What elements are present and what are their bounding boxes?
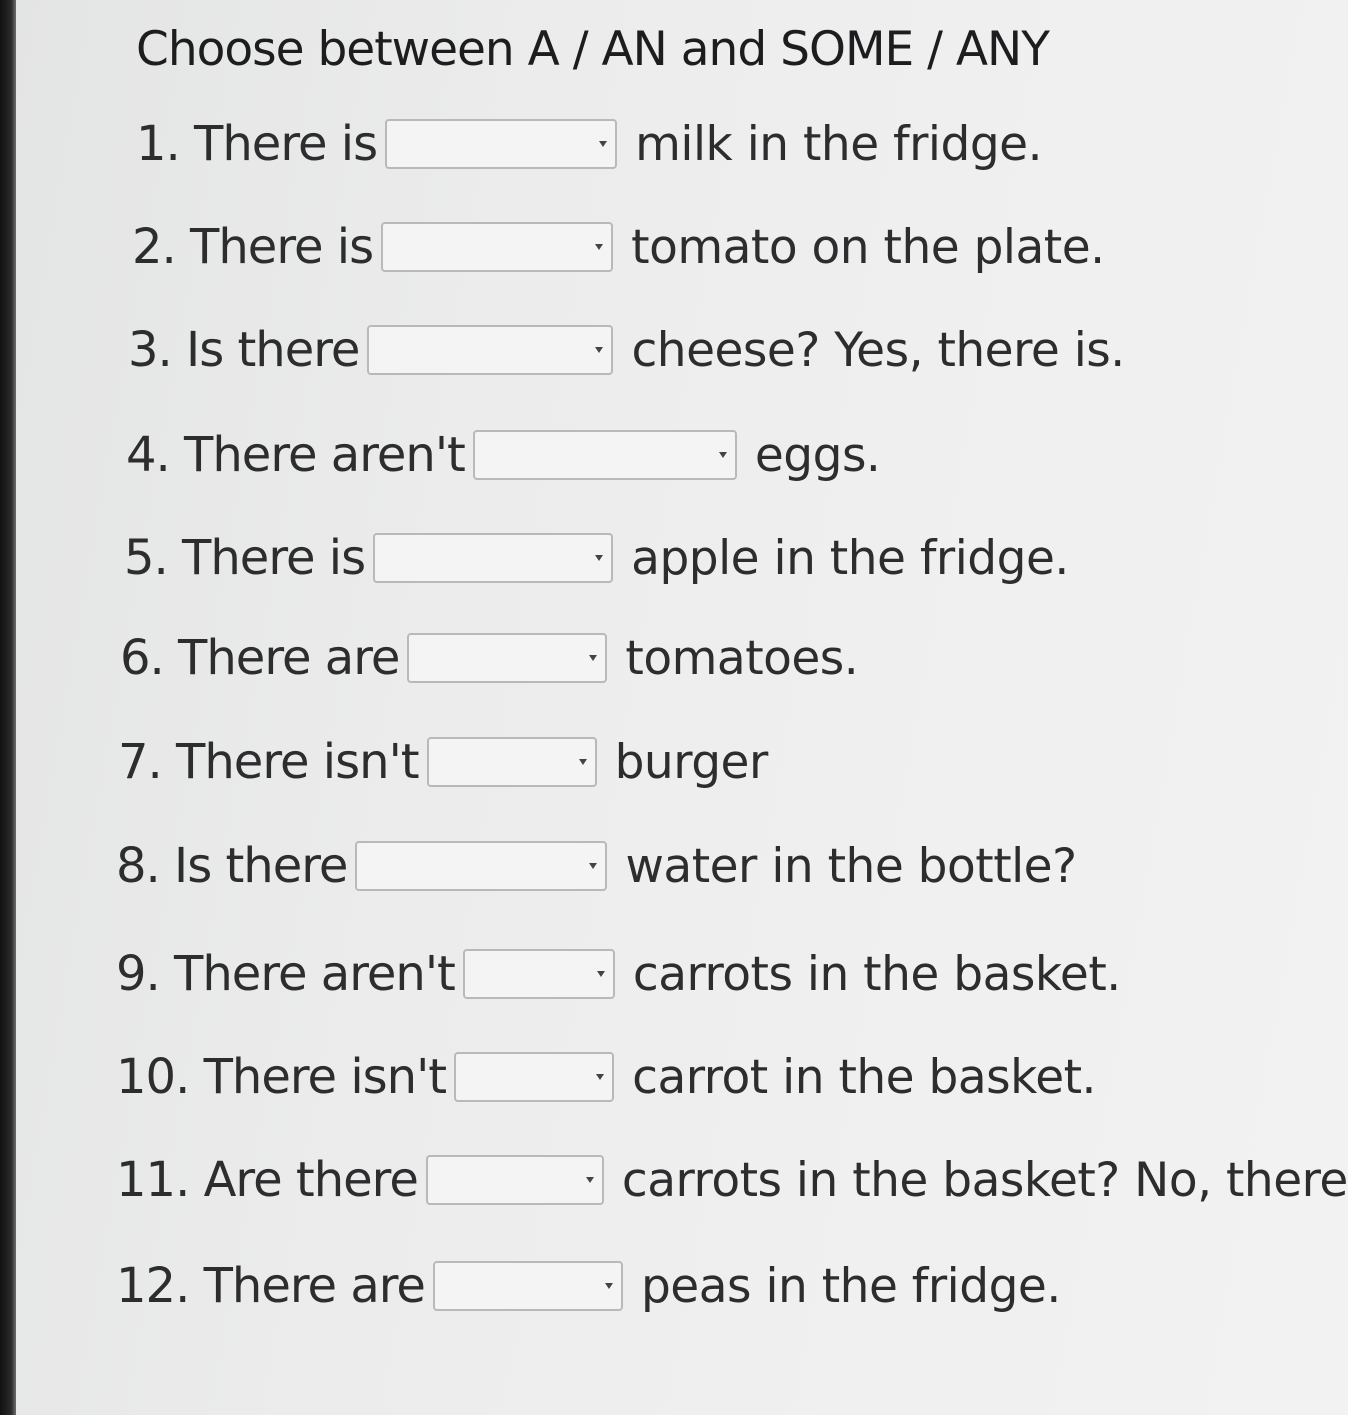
question-prefix: 6. There are	[120, 630, 400, 686]
question-suffix: carrot in the basket.	[632, 1049, 1096, 1105]
answer-select[interactable]	[381, 222, 613, 272]
dropdown-arrow-icon	[579, 759, 587, 765]
question-suffix: water in the bottle?	[625, 838, 1077, 894]
question-row-4	[126, 423, 880, 487]
dropdown-arrow-icon	[586, 1177, 594, 1183]
question-suffix: carrots in the basket.	[632, 946, 1121, 1002]
question-prefix: 7. There isn't	[118, 734, 419, 790]
question-row-9	[116, 942, 1121, 1006]
question-row-1	[136, 112, 1042, 176]
question-prefix: 11. Are there	[116, 1152, 418, 1208]
monitor-bezel	[0, 0, 16, 1415]
question-prefix: 9. There aren't	[116, 946, 455, 1002]
answer-select[interactable]	[454, 1052, 614, 1102]
dropdown-arrow-icon	[595, 347, 603, 353]
question-prefix: 4. There aren't	[126, 427, 465, 483]
question-row-7	[118, 730, 768, 794]
dropdown-arrow-icon	[605, 1283, 613, 1289]
question-suffix: tomatoes.	[625, 630, 859, 686]
question-row-3	[128, 318, 1125, 382]
question-suffix: eggs.	[754, 427, 881, 483]
answer-select[interactable]	[433, 1261, 623, 1311]
question-prefix: 12. There are	[116, 1258, 425, 1314]
answer-select[interactable]	[373, 533, 613, 583]
dropdown-arrow-icon	[589, 655, 597, 661]
question-prefix: 3. Is there	[128, 322, 360, 378]
question-row-2	[132, 215, 1105, 279]
answer-select[interactable]	[385, 119, 617, 169]
question-suffix: tomato on the plate.	[631, 219, 1105, 275]
question-suffix: apple in the fridge.	[631, 530, 1069, 586]
dropdown-arrow-icon	[595, 244, 603, 250]
answer-select[interactable]	[473, 430, 737, 480]
dropdown-arrow-icon	[595, 555, 603, 561]
question-suffix: peas in the fridge.	[640, 1258, 1061, 1314]
dropdown-arrow-icon	[589, 863, 597, 869]
answer-select[interactable]	[463, 949, 615, 999]
answer-select[interactable]	[407, 633, 607, 683]
answer-select[interactable]	[427, 737, 597, 787]
exercise-title: Choose between A / AN and SOME / ANY	[136, 22, 1049, 77]
answer-select[interactable]	[367, 325, 613, 375]
dropdown-arrow-icon	[599, 141, 607, 147]
question-row-11	[116, 1148, 1348, 1212]
answer-select[interactable]	[426, 1155, 604, 1205]
question-row-5	[124, 526, 1069, 590]
question-prefix: 1. There is	[136, 116, 378, 172]
question-row-8	[116, 834, 1077, 898]
question-row-12	[116, 1254, 1061, 1318]
question-suffix: cheese? Yes, there is.	[631, 322, 1125, 378]
question-suffix: burger	[614, 734, 768, 790]
dropdown-arrow-icon	[597, 971, 605, 977]
question-prefix: 5. There is	[124, 530, 366, 586]
dropdown-arrow-icon	[719, 452, 727, 458]
question-suffix: milk in the fridge.	[635, 116, 1043, 172]
dropdown-arrow-icon	[596, 1074, 604, 1080]
question-prefix: 10. There isn't	[116, 1049, 447, 1105]
question-row-6	[120, 626, 858, 690]
question-prefix: 2. There is	[132, 219, 374, 275]
answer-select[interactable]	[355, 841, 607, 891]
question-suffix: carrots in the basket? No, there	[621, 1152, 1348, 1208]
question-row-10	[116, 1045, 1096, 1109]
question-prefix: 8. Is there	[116, 838, 348, 894]
